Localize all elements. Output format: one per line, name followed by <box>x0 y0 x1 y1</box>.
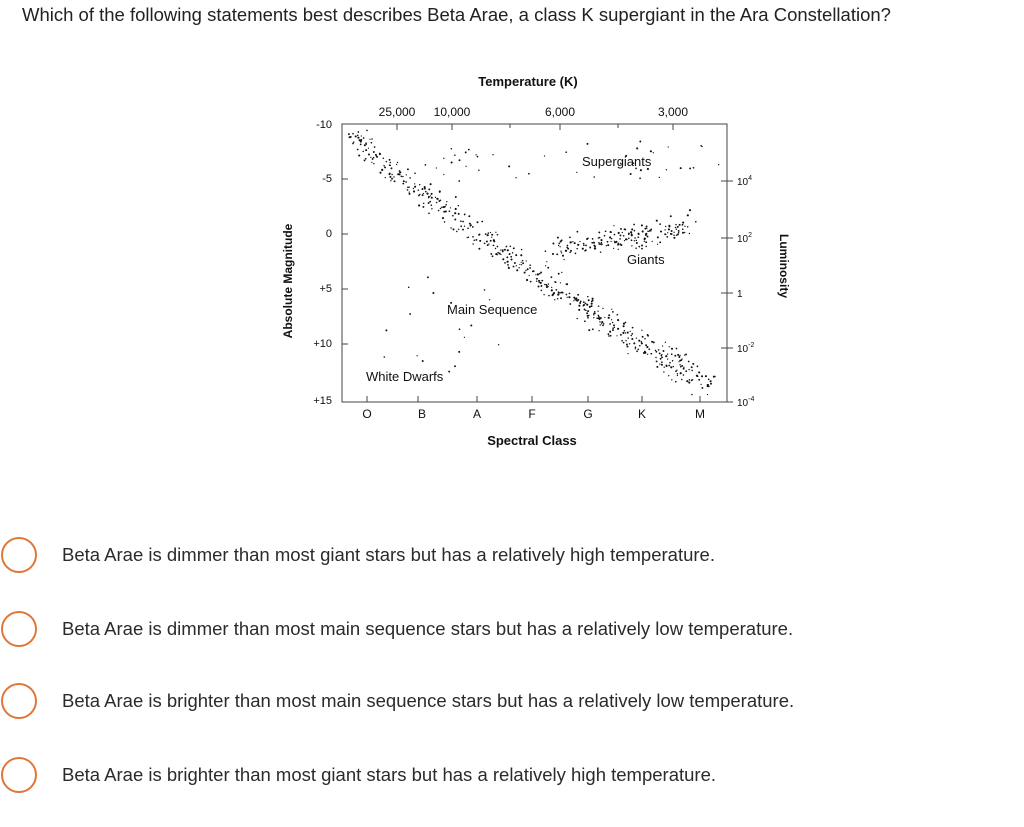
top-tick-label: 3,000 <box>657 105 689 119</box>
left-tick-label: +15 <box>313 395 332 407</box>
bottom-tick-marks <box>367 396 700 402</box>
giants-label: Giants <box>627 252 665 267</box>
radio-button[interactable] <box>1 757 37 793</box>
main-sequence-label: Main Sequence <box>447 302 538 317</box>
spectral-class-label: G <box>583 407 593 421</box>
answer-option-label: Beta Arae is dimmer than most giant stars but has a relatively high temperature. <box>62 544 715 565</box>
top-tick-label: 25,000 <box>378 105 416 119</box>
spectral-class-label: B <box>417 407 427 421</box>
right-tick-label: $10^{-4}$ <box>737 396 755 409</box>
top-tick-marks <box>397 124 673 130</box>
spectral-class-label: O <box>362 407 372 421</box>
spectral-class-label: M <box>695 407 705 421</box>
hr-diagram <box>270 66 810 456</box>
right-axis-title: Luminosity <box>777 233 791 299</box>
radio-button[interactable] <box>1 683 37 719</box>
right-tick-label: $10^{-2}$ <box>737 342 755 355</box>
left-tick-marks <box>342 179 348 344</box>
left-tick-label: +10 <box>313 338 332 350</box>
supergiants-label: Supergiants <box>582 154 652 169</box>
answer-option-label: Beta Arae is dimmer than most main sequence stars but has a relatively low temperature. <box>62 618 794 639</box>
spectral-class-label: F <box>528 407 536 421</box>
radio-button[interactable] <box>1 611 37 647</box>
white-dwarfs-label: White Dwarfs <box>366 369 444 384</box>
left-tick-label: -10 <box>316 119 332 131</box>
spectral-class-label: K <box>637 407 647 421</box>
right-tick-label: 1 <box>737 289 743 300</box>
top-tick-label: 10,000 <box>433 105 471 119</box>
left-tick-label: -5 <box>322 173 332 185</box>
radio-button[interactable] <box>1 537 37 573</box>
plot-frame <box>342 124 727 402</box>
answer-option-label: Beta Arae is brighter than most giant stars but has a relatively high temperature. <box>62 764 717 785</box>
bottom-axis-title: Spectral Class <box>487 433 577 448</box>
left-axis-title: Absolute Magnitude <box>281 223 295 339</box>
spectral-class-label: A <box>472 407 482 421</box>
left-tick-label: 0 <box>325 228 332 240</box>
top-axis-title: Temperature (K) <box>478 74 578 89</box>
question-text: Which of the following statements best describes Beta Arae, a class K supergiant in the Ara Constellation? <box>22 4 891 25</box>
right-tick-label: $10^2$ <box>737 232 753 245</box>
top-tick-label: 6,000 <box>544 105 576 119</box>
answer-option-label: Beta Arae is brighter than most main sequence stars but has a relatively low temperature. <box>62 690 795 711</box>
right-tick-label: $10^4$ <box>737 175 753 188</box>
left-tick-label: +5 <box>319 283 332 295</box>
